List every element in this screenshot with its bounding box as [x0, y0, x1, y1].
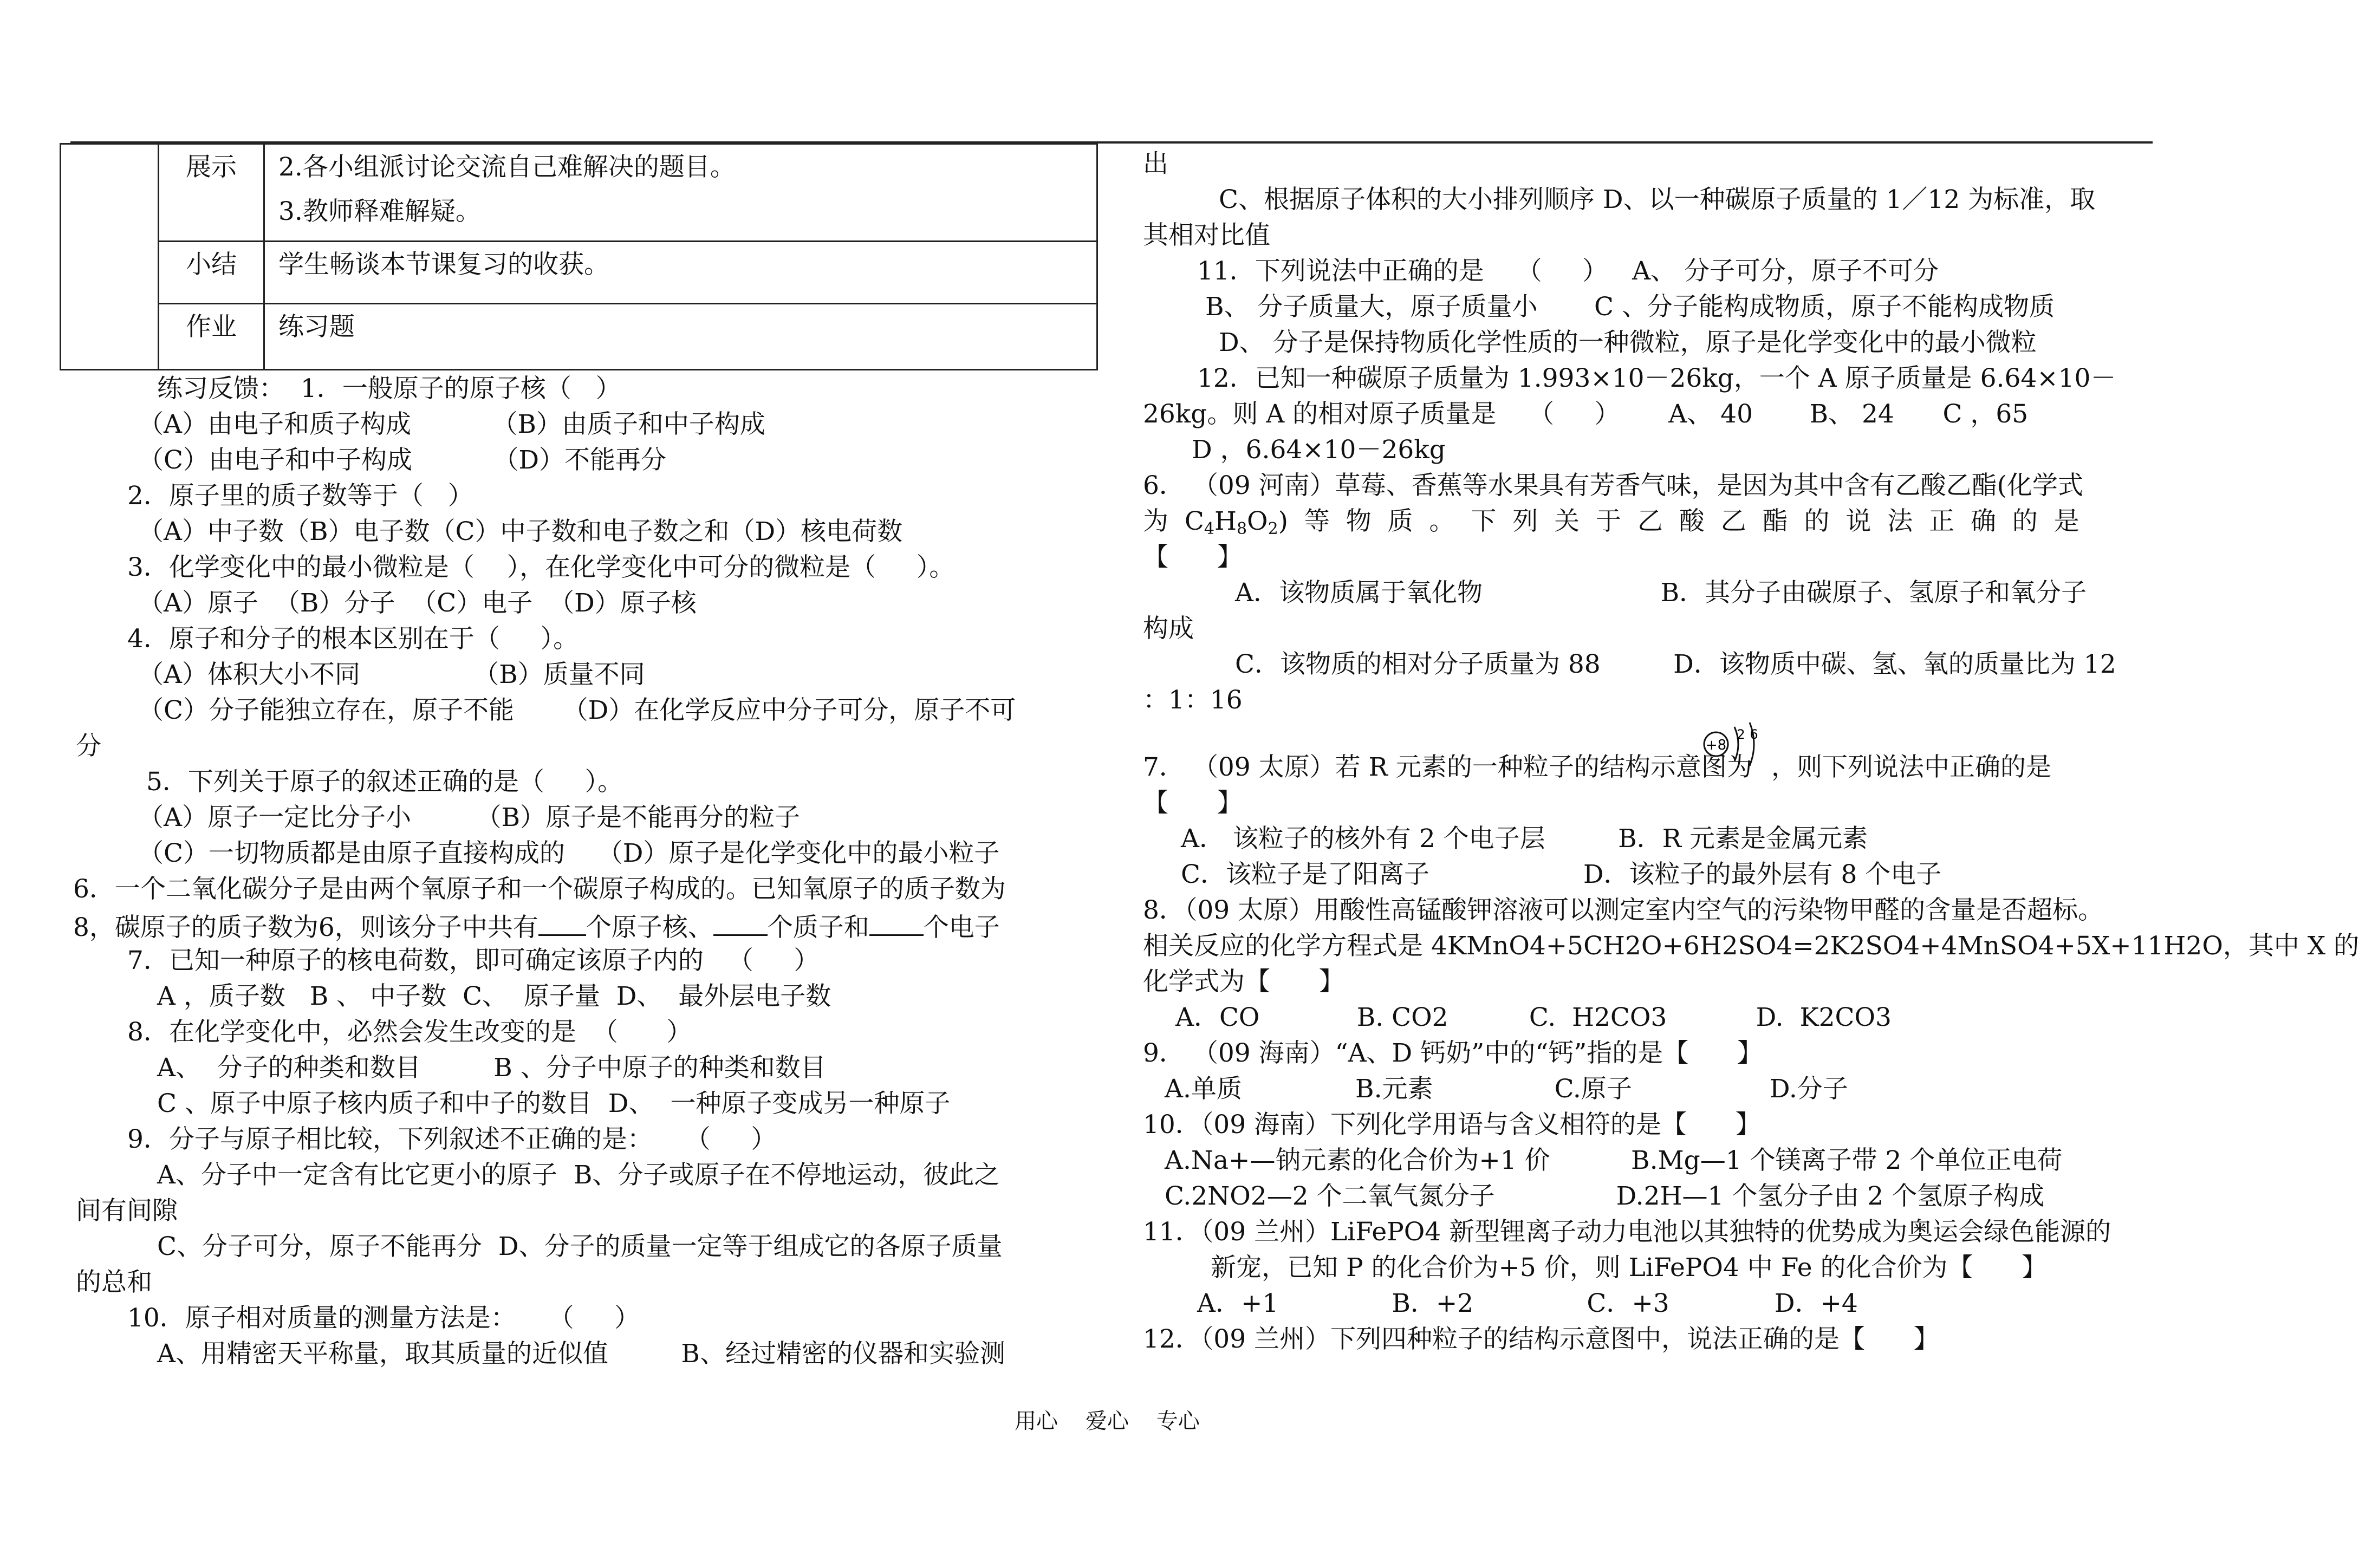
- taiyuan-q8-equation: 相关反应的化学方程式是 4KMnO4+5CH2O+6H2SO4=2K2SO4+4MnSO4+5X+11H2O，其中 X 的: [1143, 931, 2359, 961]
- formula-sub-4: 4: [1204, 519, 1214, 538]
- formula-o: O: [1247, 506, 1268, 536]
- nucleus-charge: +8: [1705, 737, 1727, 753]
- henan-q6-options-ab: A．该物质属于氧化物 B．其分子由碳原子、氢原子和氧分子: [1235, 578, 2087, 608]
- lanzhou-q11-options: A．+1 B．+2 C．+3 D．+4: [1197, 1289, 1858, 1318]
- taiyuan-q8-options: A．CO B. CO2 C. H2CO3 D. K2CO3: [1175, 1003, 1892, 1032]
- q4-options-ab: （A）体积大小不同 （B）质量不同: [138, 660, 645, 689]
- formula-prefix: 为 C: [1143, 506, 1204, 536]
- formula-h: H: [1214, 506, 1237, 536]
- hainan-q9-options: A.单质 B.元素 C.原子 D.分子: [1165, 1074, 1848, 1104]
- table-line: 2.各小组派讨论交流自己难解决的题目。: [278, 152, 736, 182]
- table-content-display: [264, 144, 1097, 242]
- lesson-plan-table: [60, 143, 1098, 370]
- q12-option-d: D ，6.64×10－26kg: [1192, 435, 1446, 465]
- hainan-q10-options-ab: A.Na+—钠元素的化合价为+1 价 B.Mg—1 个镁离子带 2 个单位正电荷: [1165, 1146, 2063, 1175]
- q1-options-cd: （C）由电子和中子构成 （D）不能再分: [138, 445, 667, 475]
- henan-q6-stem: 6． （09 河南）草莓、香蕉等水果具有芳香气味，是因为其中含有乙酸乙酯(化学式: [1143, 471, 2083, 500]
- q7-options: A ，质子数 B 、 中子数 C、 原子量 D、 最外层电子数: [157, 981, 831, 1011]
- table-label-summary: 小结: [159, 242, 264, 304]
- table-line: 3.教师释难解疑。: [278, 197, 481, 226]
- formula-sub-2: 2: [1268, 519, 1278, 538]
- table-blank-cell: [61, 144, 159, 370]
- q6-blanks: [73, 907, 1000, 946]
- q5-options-cd: （C）一切物质都是由原子直接构成的 （D）原子是化学变化中的最小粒子: [138, 838, 1000, 868]
- q4-options-cont: 分: [76, 731, 101, 761]
- table-row: [61, 242, 1097, 304]
- q11-options-bc: B、 分子质量大，原子质量小 C 、分子能构成物质，原子不能构成物质: [1205, 292, 2055, 322]
- hainan-q10-options-cd: C.2NO2—2 个二氧气氮分子 D.2H—1 个氢分子由 2 个氢原子构成: [1165, 1181, 2045, 1211]
- q6-text-a: 8，碳原子的质子数为6，则该分子中共有: [73, 913, 538, 942]
- table-row: [61, 144, 1097, 242]
- answer-bracket: 【 】: [1143, 542, 1243, 572]
- q11-option-d: D、 分子是保持物质化学性质的一种微粒，原子是化学变化中的最小微粒: [1219, 328, 2037, 357]
- lanzhou-q12-stem: 12．（09 兰州）下列四种粒子的结构示意图中，说法正确的是【 】: [1143, 1324, 1939, 1354]
- q12-stem-cont: 26kg。则 A 的相对原子质量是 （ ） A、 40 B、 24 C ，65: [1143, 399, 2029, 429]
- q12-stem: 12．已知一种碳原子质量为 1.993×10－26kg，一个 A 原子质量是 6.64×10－: [1197, 363, 2116, 393]
- lanzhou-q11-stem-cont: 新宠，已知 P 的化合价为+5 价，则 LiFePO4 中 Fe 的化合价为【 】: [1211, 1253, 2048, 1283]
- q1-options-ab: （A）由电子和质子构成 （B）由质子和中子构成: [138, 409, 765, 439]
- formula-suffix: ) 等 物 质 。 下 列 关 于 乙 酸 乙 酯 的 说 法 正 确 的 是: [1278, 506, 2079, 536]
- table-row: [61, 304, 1097, 370]
- henan-q6-options-cd: C．该物质的相对分子质量为 88 D．该物质中碳、氢、氧的质量比为 12: [1235, 649, 2116, 679]
- lanzhou-q11-stem: 11．（09 兰州）LiFePO4 新型锂离子动力电池以其独特的优势成为奥运会绿色能源的: [1143, 1217, 2111, 1247]
- q10-options-cd-cont: 其相对比值: [1143, 220, 1270, 250]
- q8-options-ab: A、 分子的种类和数目 B 、分子中原子的种类和数目: [157, 1053, 826, 1083]
- q9-options-ab-cont: 间有间隙: [76, 1196, 178, 1226]
- q6-text-c: 个质子和: [767, 913, 869, 942]
- q9-stem: 9．分子与原子相比较，下列叙述不正确的是： （ ）: [127, 1124, 777, 1154]
- q2-options: （A）中子数（B）电子数（C）中子数和电子数之和（D）核电荷数: [138, 517, 903, 546]
- q6-text-d: 个电子: [923, 913, 1000, 942]
- q6-stem: 6．一个二氧化碳分子是由两个氧原子和一个碳原子构成的。已知氧原子的质子数为: [73, 874, 1006, 904]
- q3-stem: 3．化学变化中的最小微粒是（ ），在化学变化中可分的微粒是（ ）。: [127, 552, 955, 582]
- atom-structure-diagram: [1702, 717, 1767, 769]
- table-content-homework: [264, 304, 1097, 370]
- q9-options-ab: A、分子中一定含有比它更小的原子 B、分子或原子在不停地运动，彼此之: [157, 1160, 1000, 1190]
- q4-stem: 4．原子和分子的根本区别在于（ ）。: [127, 624, 579, 654]
- q8-stem: 8．在化学变化中，必然会发生改变的是 （ ）: [127, 1017, 692, 1047]
- q11-stem: 11．下列说法中正确的是 （ ） A、 分子可分，原子不可分: [1197, 256, 1939, 286]
- q2-stem: 2．原子里的质子数等于（ ）: [127, 481, 473, 511]
- q4-options-cd: （C）分子能独立存在，原子不能 （D）在化学反应中分子可分，原子不可: [138, 695, 1016, 725]
- q10-options-ab: A、用精密天平称量，取其质量的近似值 B、经过精密的仪器和实验测: [157, 1339, 1005, 1369]
- formula-sub-8: 8: [1236, 519, 1247, 538]
- q10-options-ab-cont: 出: [1143, 149, 1168, 179]
- table-line: 练习题: [278, 312, 355, 342]
- answer-blank-2[interactable]: [713, 907, 768, 936]
- taiyuan-q7-stem-a: 7． （09 太原）若 R 元素的一种粒子的结构示意图为: [1143, 752, 1752, 782]
- q9-options-cd: C、分子可分，原子不能再分 D、分子的质量一定等于组成它的各原子质量: [157, 1232, 1003, 1261]
- answer-blank-3[interactable]: [869, 907, 924, 936]
- table-label-display: 展示: [159, 144, 264, 242]
- hainan-q10-stem: 10．（09 海南）下列化学用语与含义相符的是【 】: [1143, 1110, 1761, 1140]
- q10-options-cd: C、根据原子体积的大小排列顺序 D、以一种碳原子质量的 1／12 为标准，取: [1219, 185, 2096, 214]
- q3-options: （A）原子 （B）分子 （C）电子 （D）原子核: [138, 588, 697, 618]
- q8-options-cd: C 、原子中原子核内质子和中子的数目 D、 一种原子变成另一种原子: [157, 1089, 951, 1118]
- taiyuan-q8-question: 化学式为【 】: [1143, 967, 1344, 997]
- taiyuan-q7-options-ab: A． 该粒子的核外有 2 个电子层 B．R 元素是金属元素: [1181, 824, 1868, 854]
- answer-blank-1[interactable]: [538, 907, 586, 936]
- q7-stem: 7．已知一种原子的核电荷数，即可确定该原子内的 （ ）: [127, 946, 820, 975]
- q5-options-ab: （A）原子一定比分子小 （B）原子是不能再分的粒子: [138, 803, 800, 832]
- page-footer: 用心 爱心 专心: [1015, 1409, 1200, 1434]
- taiyuan-q7-stem-b: ，则下列说法中正确的是: [1771, 752, 2051, 782]
- q9-options-cd-cont: 的总和: [76, 1267, 152, 1297]
- taiyuan-q7-options-cd: C．该粒子是了阳离子 D．该粒子的最外层有 8 个电子: [1181, 860, 1942, 889]
- shell-electrons-2: 6: [1750, 727, 1758, 742]
- shell-electrons-1: 2: [1737, 727, 1745, 742]
- henan-q6-options-cd-cont: ：1：16: [1143, 685, 1243, 715]
- q5-stem: 5．下列关于原子的叙述正确的是（ ）。: [146, 767, 623, 797]
- hainan-q9-stem: 9． （09 海南）“A、D 钙奶”中的“钙”指的是【 】: [1143, 1038, 1763, 1068]
- table-content-summary: [264, 242, 1097, 304]
- q1-stem: 练习反馈： 1．一般原子的原子核（ ）: [157, 374, 621, 404]
- table-label-homework: 作业: [159, 304, 264, 370]
- taiyuan-q8-stem: 8．（09 太原）用酸性高锰酸钾溶液可以测定室内空气的污染物甲醛的含量是否超标。: [1143, 895, 2104, 925]
- henan-q6-options-ab-cont: 构成: [1143, 614, 1194, 643]
- answer-bracket: 【 】: [1143, 788, 1243, 818]
- henan-q6-formula-line: [1143, 504, 2079, 539]
- table-line: 学生畅谈本节课复习的收获。: [278, 250, 609, 279]
- q6-text-b: 个原子核、: [586, 913, 713, 942]
- q10-stem: 10．原子相对质量的测量方法是： （ ）: [127, 1303, 640, 1333]
